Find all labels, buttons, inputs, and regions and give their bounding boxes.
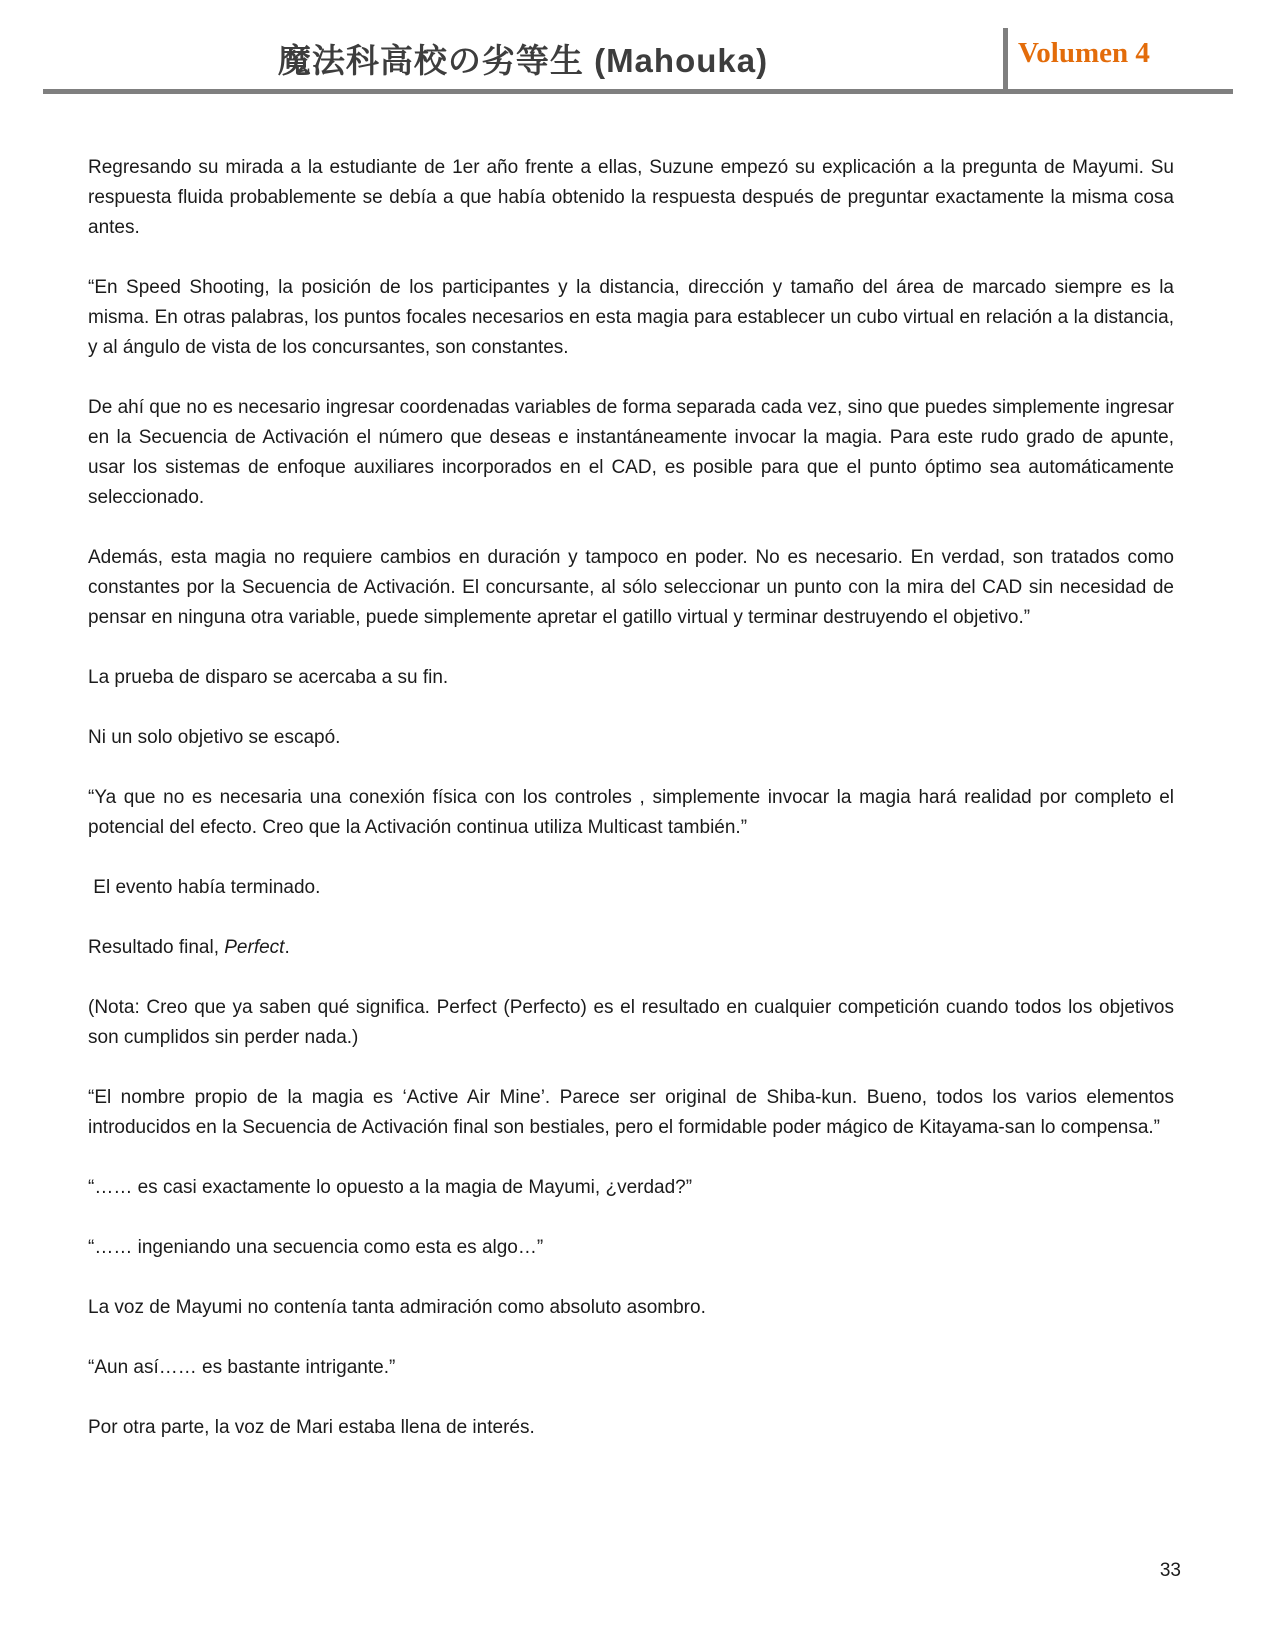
page-number: 33 [1159, 1560, 1181, 1581]
paragraph: “En Speed Shooting, la posición de los participantes y la distancia, dirección y tamaño del área de marcado siempre es la misma. En otras palabras, los puntos focales necesarios en esta magia para establecer un cubo virtual en relación a la distancia, y al ángulo de vista de los concursantes, son constantes. [88, 277, 1174, 358]
header-divider [1003, 28, 1008, 94]
paragraph: (Nota: Creo que ya saben qué significa. Perfect (Perfecto) es el resultado en cualquier competición cuando todos los objetivos son cumplidos sin perder nada.) [88, 997, 1174, 1048]
italic-text: Perfect [224, 937, 285, 958]
paragraph: “Aun así…… es bastante intrigante.” [88, 1357, 396, 1378]
header-rule [43, 89, 1233, 94]
paragraph: De ahí que no es necesario ingresar coordenadas variables de forma separada cada vez, sino que puedes simplemente ingresar en la Secuencia de Activación el número que deseas e instantáneamente invocar la magia. Para este rudo grado de apunte, usar los sistemas de enfoque auxiliares incorporados en el CAD, es posible para que el punto óptimo sea automáticamente seleccionado. [88, 397, 1174, 508]
body-text [88, 153, 1174, 1473]
paragraph: “…… es casi exactamente lo opuesto a la magia de Mayumi, ¿verdad?” [88, 1177, 693, 1198]
paragraph: La voz de Mayumi no contenía tanta admiración como absoluto asombro. [88, 1297, 706, 1318]
header [43, 0, 1003, 89]
page-title: 魔法科高校の劣等生 (Mahouka) [277, 42, 769, 79]
paragraph: Ni un solo objetivo se escapó. [88, 727, 341, 748]
paragraph: La prueba de disparo se acercaba a su fin. [88, 667, 449, 688]
paragraph: “Ya que no es necesaria una conexión física con los controles , simplemente invocar la magia hará realidad por completo el potencial del efecto. Creo que la Activación continua utiliza Multicast también.” [88, 787, 1174, 838]
volume-label: Volumen 4 [1018, 37, 1150, 69]
paragraph [88, 933, 1174, 963]
paragraph-text: . [284, 937, 290, 958]
paragraph: “El nombre propio de la magia es ‘Active Air Mine’. Parece ser original de Shiba-kun. Bueno, todos los varios elementos introducidos en la Secuencia de Activación final son bestiales, pero el formidable poder mágico de Kitayama-san lo compensa.” [88, 1087, 1174, 1138]
paragraph: El evento había terminado. [88, 877, 321, 898]
paragraph: Por otra parte, la voz de Mari estaba llena de interés. [88, 1417, 535, 1438]
paragraph: “…… ingeniando una secuencia como esta es algo…” [88, 1237, 544, 1258]
paragraph: Regresando su mirada a la estudiante de 1er año frente a ellas, Suzune empezó su explicación a la pregunta de Mayumi. Su respuesta fluida probablemente se debía a que había obtenido la respuesta después de preguntar exactamente la misma cosa antes. [88, 157, 1174, 238]
paragraph-text: Resultado final, [88, 937, 225, 958]
paragraph: Además, esta magia no requiere cambios en duración y tampoco en poder. No es necesario. En verdad, son tratados como constantes por la Secuencia de Activación. El concursante, al sólo seleccionar un punto con la mira del CAD sin necesidad de pensar en ninguna otra variable, puede simplemente apretar el gatillo virtual y terminar destruyendo el objetivo.” [88, 547, 1174, 628]
